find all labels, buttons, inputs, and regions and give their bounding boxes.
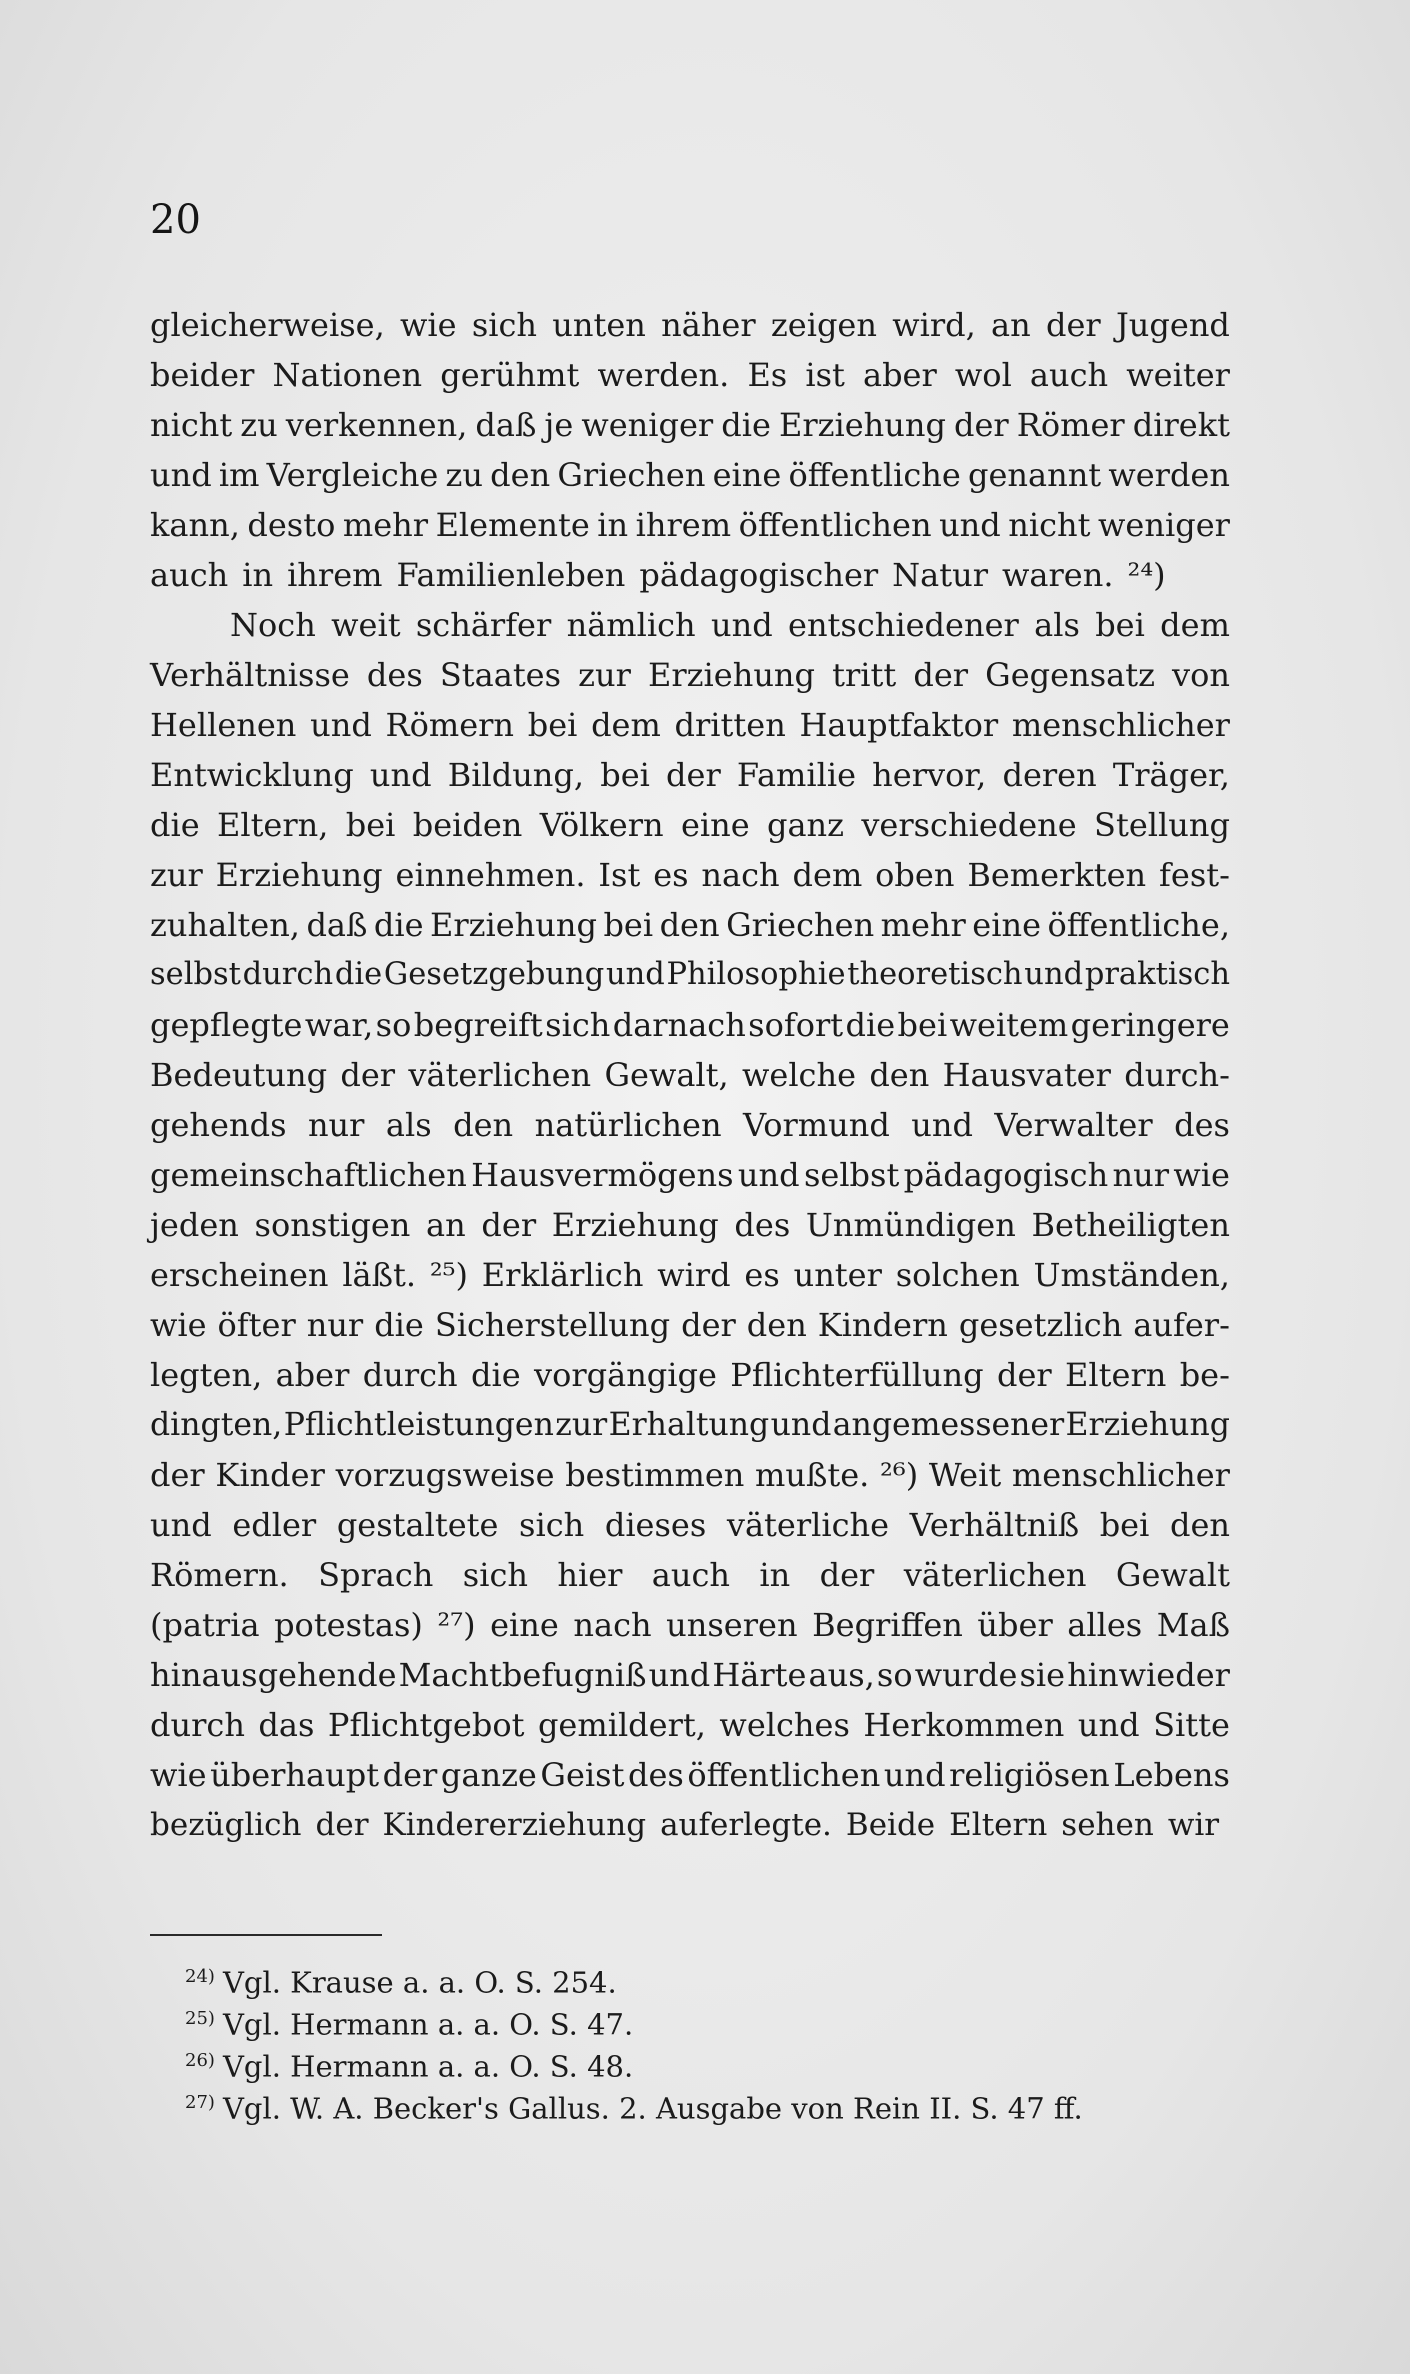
text-line: hinausgehende Machtbefugniß und Härte aus, so wurde sie hinwieder	[150, 1656, 1230, 1694]
text-line: zuhalten, daß die Erziehung bei den Griechen mehr eine öffentliche,	[150, 906, 1230, 944]
footnote-text: Vgl. Hermann a. a. O. S. 47.	[222, 2007, 634, 2042]
text-line: beider Nationen gerühmt werden. Es ist aber wol auch weiter	[150, 356, 1230, 394]
text-line: kann, desto mehr Elemente in ihrem öffentlichen und nicht weniger	[150, 506, 1230, 544]
text-line: nicht zu verkennen, daß je weniger die Erziehung der Römer direkt	[150, 406, 1230, 444]
footnote-text: Vgl. W. A. Becker's Gallus. 2. Ausgabe von Rein II. S. 47 ff.	[222, 2091, 1083, 2126]
text-line: (patria potestas) ²⁷) eine nach unseren Begriffen über alles Maß	[150, 1606, 1230, 1644]
text-line: gehends nur als den natürlichen Vormund und Verwalter des	[150, 1106, 1230, 1144]
footnote	[185, 1998, 1230, 2040]
page-number: 20	[150, 197, 201, 243]
footnote	[185, 2040, 1230, 2082]
text-line: legten, aber durch die vorgängige Pflichterfüllung der Eltern be-	[150, 1356, 1230, 1394]
footnote-text: Vgl. Krause a. a. O. S. 254.	[222, 1965, 617, 2000]
text-line: gemeinschaftlichen Hausvermögens und selbst pädagogisch nur wie	[150, 1156, 1230, 1194]
text-line: Noch weit schärfer nämlich und entschiedener als bei dem	[230, 606, 1230, 644]
text-line: Entwicklung und Bildung, bei der Familie hervor, deren Träger,	[150, 756, 1230, 794]
text-line: auch in ihrem Familienleben pädagogischer Natur waren. ²⁴)	[150, 556, 1166, 594]
text-line: wie überhaupt der ganze Geist des öffentlichen und religiösen Lebens	[150, 1756, 1230, 1794]
text-line: zur Erziehung einnehmen. Ist es nach dem oben Bemerkten fest-	[150, 856, 1230, 894]
footnote-mark: 26)	[185, 2050, 215, 2071]
text-line: wie öfter nur die Sicherstellung der den Kindern gesetzlich aufer-	[150, 1306, 1230, 1344]
text-line: erscheinen läßt. ²⁵) Erklärlich wird es unter solchen Umständen,	[150, 1256, 1230, 1294]
footnotes	[185, 1956, 1230, 2124]
text-line: Bedeutung der väterlichen Gewalt, welche den Hausvater durch-	[150, 1056, 1230, 1094]
body-text	[150, 300, 1230, 1850]
text-line: und edler gestaltete sich dieses väterliche Verhältniß bei den	[150, 1506, 1230, 1544]
text-line: gleicherweise, wie sich unten näher zeigen wird, an der Jugend	[150, 306, 1230, 344]
text-line: Verhältnisse des Staates zur Erziehung tritt der Gegensatz von	[150, 656, 1230, 694]
footnote-mark: 25)	[185, 2008, 215, 2029]
text-line: Hellenen und Römern bei dem dritten Hauptfaktor menschlicher	[150, 706, 1230, 744]
text-line: bezüglich der Kindererziehung auferlegte. Beide Eltern sehen wir	[150, 1807, 1220, 1843]
footnote	[185, 2082, 1230, 2124]
footnote	[185, 1956, 1230, 1998]
footnote-mark: 27)	[185, 2092, 215, 2113]
text-line: durch das Pflichtgebot gemildert, welches Herkommen und Sitte	[150, 1706, 1230, 1744]
footnote-text: Vgl. Hermann a. a. O. S. 48.	[222, 2049, 634, 2084]
text-line: und im Vergleiche zu den Griechen eine öffentliche genannt werden	[150, 456, 1230, 494]
footnote-separator	[150, 1934, 382, 1936]
text-line: selbst durch die Gesetzgebung und Philosophie theoretisch und praktisch	[150, 957, 1230, 992]
text-line: der Kinder vorzugsweise bestimmen mußte. ²⁶) Weit menschlicher	[150, 1456, 1230, 1494]
text-line: die Eltern, bei beiden Völkern eine ganz verschiedene Stellung	[150, 806, 1230, 844]
text-line: dingten, Pflichtleistungen zur Erhaltung und angemessener Erziehung	[150, 1407, 1230, 1443]
text-line: jeden sonstigen an der Erziehung des Unmündigen Betheiligten	[150, 1206, 1230, 1244]
text-line: gepflegte war, so begreift sich darnach sofort die bei weitem geringere	[150, 1006, 1230, 1044]
footnote-mark: 24)	[185, 1966, 215, 1987]
text-line: Römern. Sprach sich hier auch in der väterlichen Gewalt	[150, 1556, 1230, 1594]
